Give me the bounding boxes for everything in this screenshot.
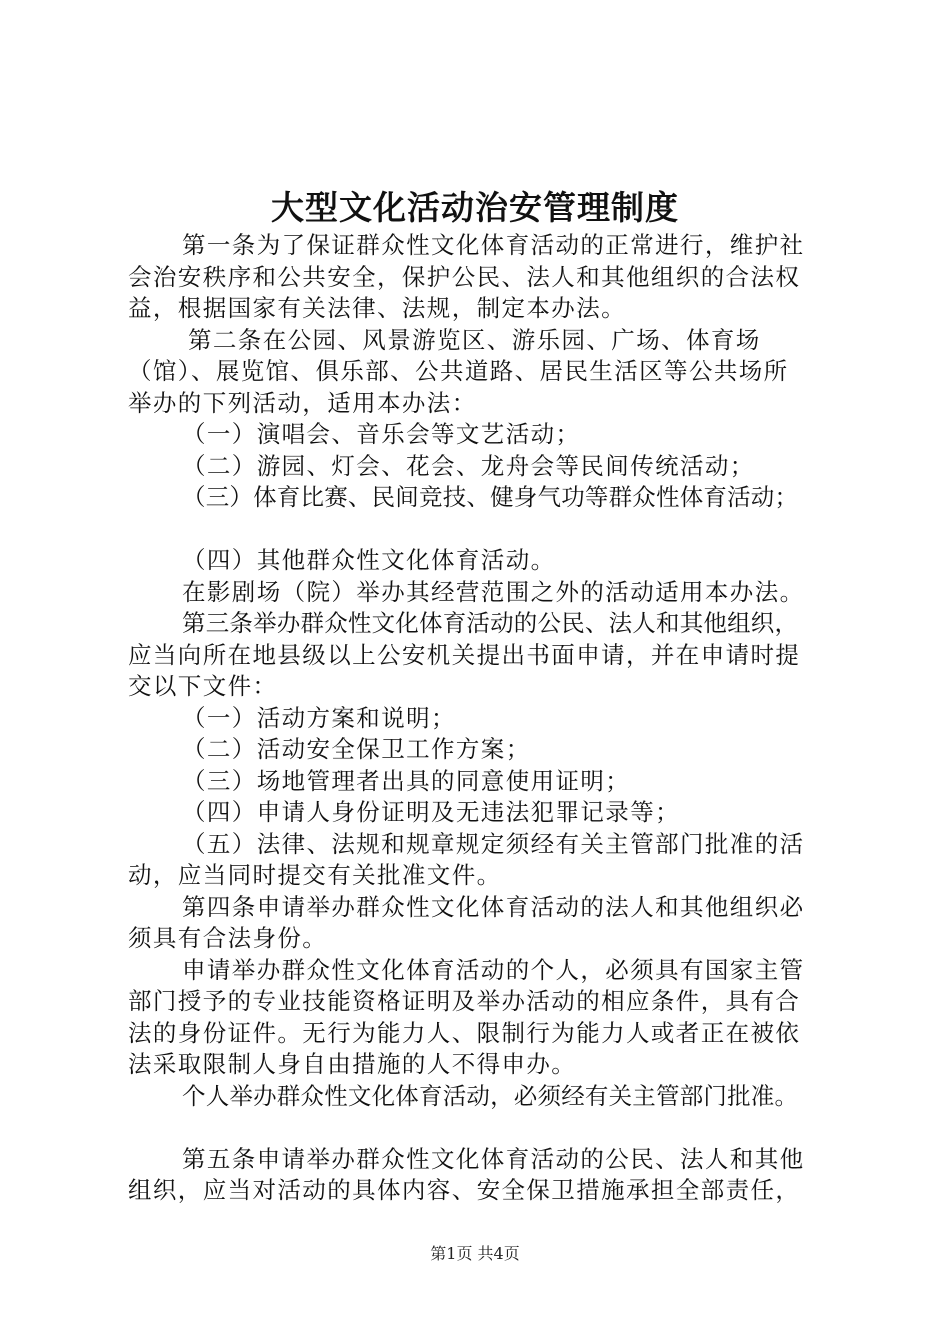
paragraph-line: 益，根据国家有关法律、法规，制定本办法。 [128, 294, 626, 322]
list-item: （二）活动安全保卫工作方案； [182, 735, 531, 763]
paragraph-line: 会治安秩序和公共安全，保护公民、法人和其他组织的合法权 [128, 262, 801, 291]
paragraph-line: 部门授予的专业技能资格证明及举办活动的相应条件，具有合 [128, 987, 801, 1015]
document-title: 大型文化活动治安管理制度 [271, 188, 679, 227]
blank-line [128, 514, 840, 546]
paragraph-line: （馆）、展览馆、俱乐部、公共道路、居民生活区等公共场所 [128, 357, 789, 385]
list-item: （五）法律、法规和规章规定须经有关主管部门批准的活 [182, 829, 805, 858]
paragraph-line: 第五条申请举办群众性文化体育活动的公民、法人和其他 [182, 1144, 805, 1173]
list-item: （三）场地管理者出具的同意使用证明； [182, 766, 631, 795]
document-body [128, 230, 840, 1207]
paragraph-line: 第四条申请举办群众性文化体育活动的法人和其他组织必 [182, 892, 805, 921]
paragraph-line: 法的身份证件。无行为能力人、限制行为能力人或者正在被依 [128, 1018, 801, 1047]
paragraph-line: 个人举办群众性文化体育活动，必须经有关主管部门批准。 [182, 1081, 799, 1110]
page-number: 第1页 共4页 [430, 1244, 520, 1263]
list-item: （一）活动方案和说明； [182, 703, 456, 732]
paragraph-line: 法采取限制人身自由措施的人不得申办。 [128, 1050, 577, 1078]
paragraph-line: 在影剧场（院）举办其经营范围之外的活动适用本办法。 [182, 577, 805, 606]
paragraph-line: 组织，应当对活动的具体内容、安全保卫措施承担全部责任， [128, 1176, 801, 1204]
paragraph-line: 动，应当同时提交有关批准文件。 [128, 861, 502, 889]
paragraph-line: 交以下文件： [128, 672, 278, 700]
paragraph-line: 第二条在公园、风景游览区、游乐园、广场、体育场 [188, 325, 761, 354]
list-item: （一）演唱会、音乐会等文艺活动； [182, 420, 581, 448]
paragraph-line: 举办的下列活动，适用本办法： [128, 388, 477, 417]
paragraph-line: 第一条为了保证群众性文化体育活动的正常进行，维护社 [182, 231, 805, 259]
blank-line [128, 1112, 840, 1144]
paragraph-line: 第三条举办群众性文化体育活动的公民、法人和其他组织， [182, 609, 799, 637]
paragraph-line: 须具有合法身份。 [128, 924, 328, 952]
list-item: （四）其他群众性文化体育活动。 [182, 546, 556, 574]
list-item: （四）申请人身份证明及无违法犯罪记录等； [182, 798, 680, 826]
paragraph-line: 申请举办群众性文化体育活动的个人，必须具有国家主管 [182, 955, 805, 984]
list-item: （三）体育比赛、民间竞技、健身气功等群众性体育活动； [182, 483, 799, 511]
list-item: （二）游园、灯会、花会、龙舟会等民间传统活动； [182, 451, 755, 480]
paragraph-line: 应当向所在地县级以上公安机关提出书面申请，并在申请时提 [128, 640, 801, 669]
